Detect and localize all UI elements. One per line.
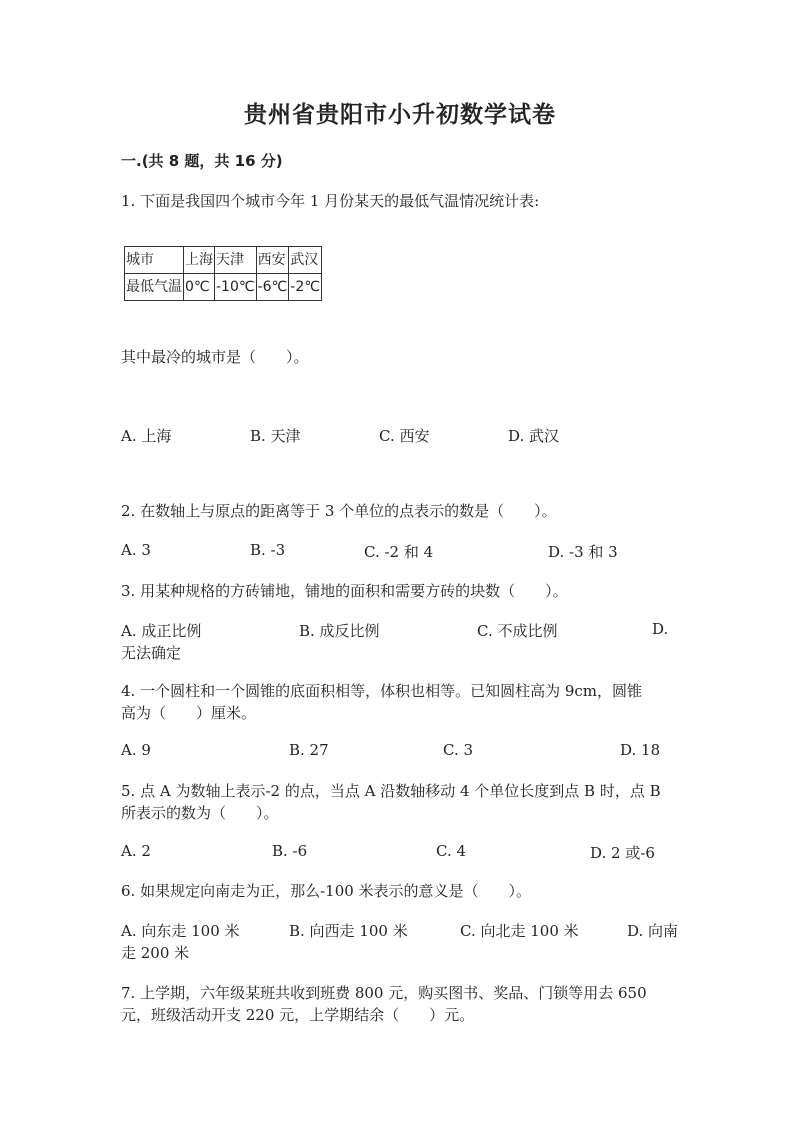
option-d: D. [652,620,669,638]
option-d: D. 武汉 [508,427,560,445]
table-cell: 0℃ [184,274,215,301]
question-1-stem: 1. 下面是我国四个城市今年 1 月份某天的最低气温情况统计表: [121,192,540,210]
section-heading: 一.(共 8 题，共 16 分) [121,152,283,170]
option-a: A. 2 [121,842,151,860]
option-c: C. 向北走 100 米 [460,922,579,940]
option-a: A. 9 [121,741,151,759]
option-d-continued: 走 200 米 [121,944,190,962]
table-row [125,247,322,274]
question-4-stem-line-1: 4. 一个圆柱和一个圆锥的底面积相等，体积也相等。已知圆柱高为 9cm，圆锥 [121,682,643,700]
table-row [125,274,322,301]
option-b: B. 天津 [250,427,301,445]
option-b: B. -3 [250,541,286,559]
page-title: 贵州省贵阳市小升初数学试卷 [244,102,556,128]
option-a: A. 向东走 100 米 [121,922,240,940]
question-6-stem: 6. 如果规定向南走为正，那么-100 米表示的意义是（ ）。 [121,882,532,900]
question-5-stem-line-2: 所表示的数为（ ）。 [121,804,279,822]
option-a: A. 上海 [121,427,172,445]
table-cell: 天津 [215,247,257,274]
table-cell: 城市 [125,247,184,274]
option-c: C. -2 和 4 [364,543,434,561]
table-cell: 上海 [184,247,215,274]
option-b: B. 成反比例 [299,622,380,640]
question-7-stem-line-2: 元，班级活动开支 220 元，上学期结余（ ）元。 [121,1006,475,1024]
option-c: C. 4 [436,842,467,860]
option-d: D. -3 和 3 [548,543,618,561]
option-b: B. 27 [289,741,329,759]
option-d: D. 2 或-6 [590,844,655,862]
option-b: B. -6 [272,842,308,860]
table-cell: 最低气温 [125,274,184,301]
option-c: C. 不成比例 [477,622,558,640]
table-cell: 西安 [256,247,289,274]
option-a: A. 成正比例 [121,622,202,640]
question-4-stem-line-2: 高为（ ）厘米。 [121,704,257,722]
option-c: C. 西安 [379,427,430,445]
question-1-prompt: 其中最冷的城市是（ ）。 [121,348,309,366]
option-d: D. 向南 [627,922,679,940]
table-cell: -2℃ [289,274,322,301]
option-d: D. 18 [620,741,661,759]
question-7-stem-line-1: 7. 上学期，六年级某班共收到班费 800 元，购买图书、奖品、门锁等用去 650 [121,984,647,1002]
option-d-continued: 无法确定 [121,644,182,662]
table-cell: 武汉 [289,247,322,274]
table-cell: -10℃ [215,274,257,301]
option-a: A. 3 [121,541,151,559]
table-cell: -6℃ [256,274,289,301]
question-2-stem: 2. 在数轴上与原点的距离等于 3 个单位的点表示的数是（ ）。 [121,502,557,520]
option-b: B. 向西走 100 米 [289,922,408,940]
option-c: C. 3 [443,741,474,759]
question-5-stem-line-1: 5. 点 A 为数轴上表示-2 的点，当点 A 沿数轴移动 4 个单位长度到点 B 时，点 B [121,782,661,800]
temperature-table [124,246,322,301]
question-3-stem: 3. 用某种规格的方砖铺地，铺地的面积和需要方砖的块数（ ）。 [121,582,568,600]
